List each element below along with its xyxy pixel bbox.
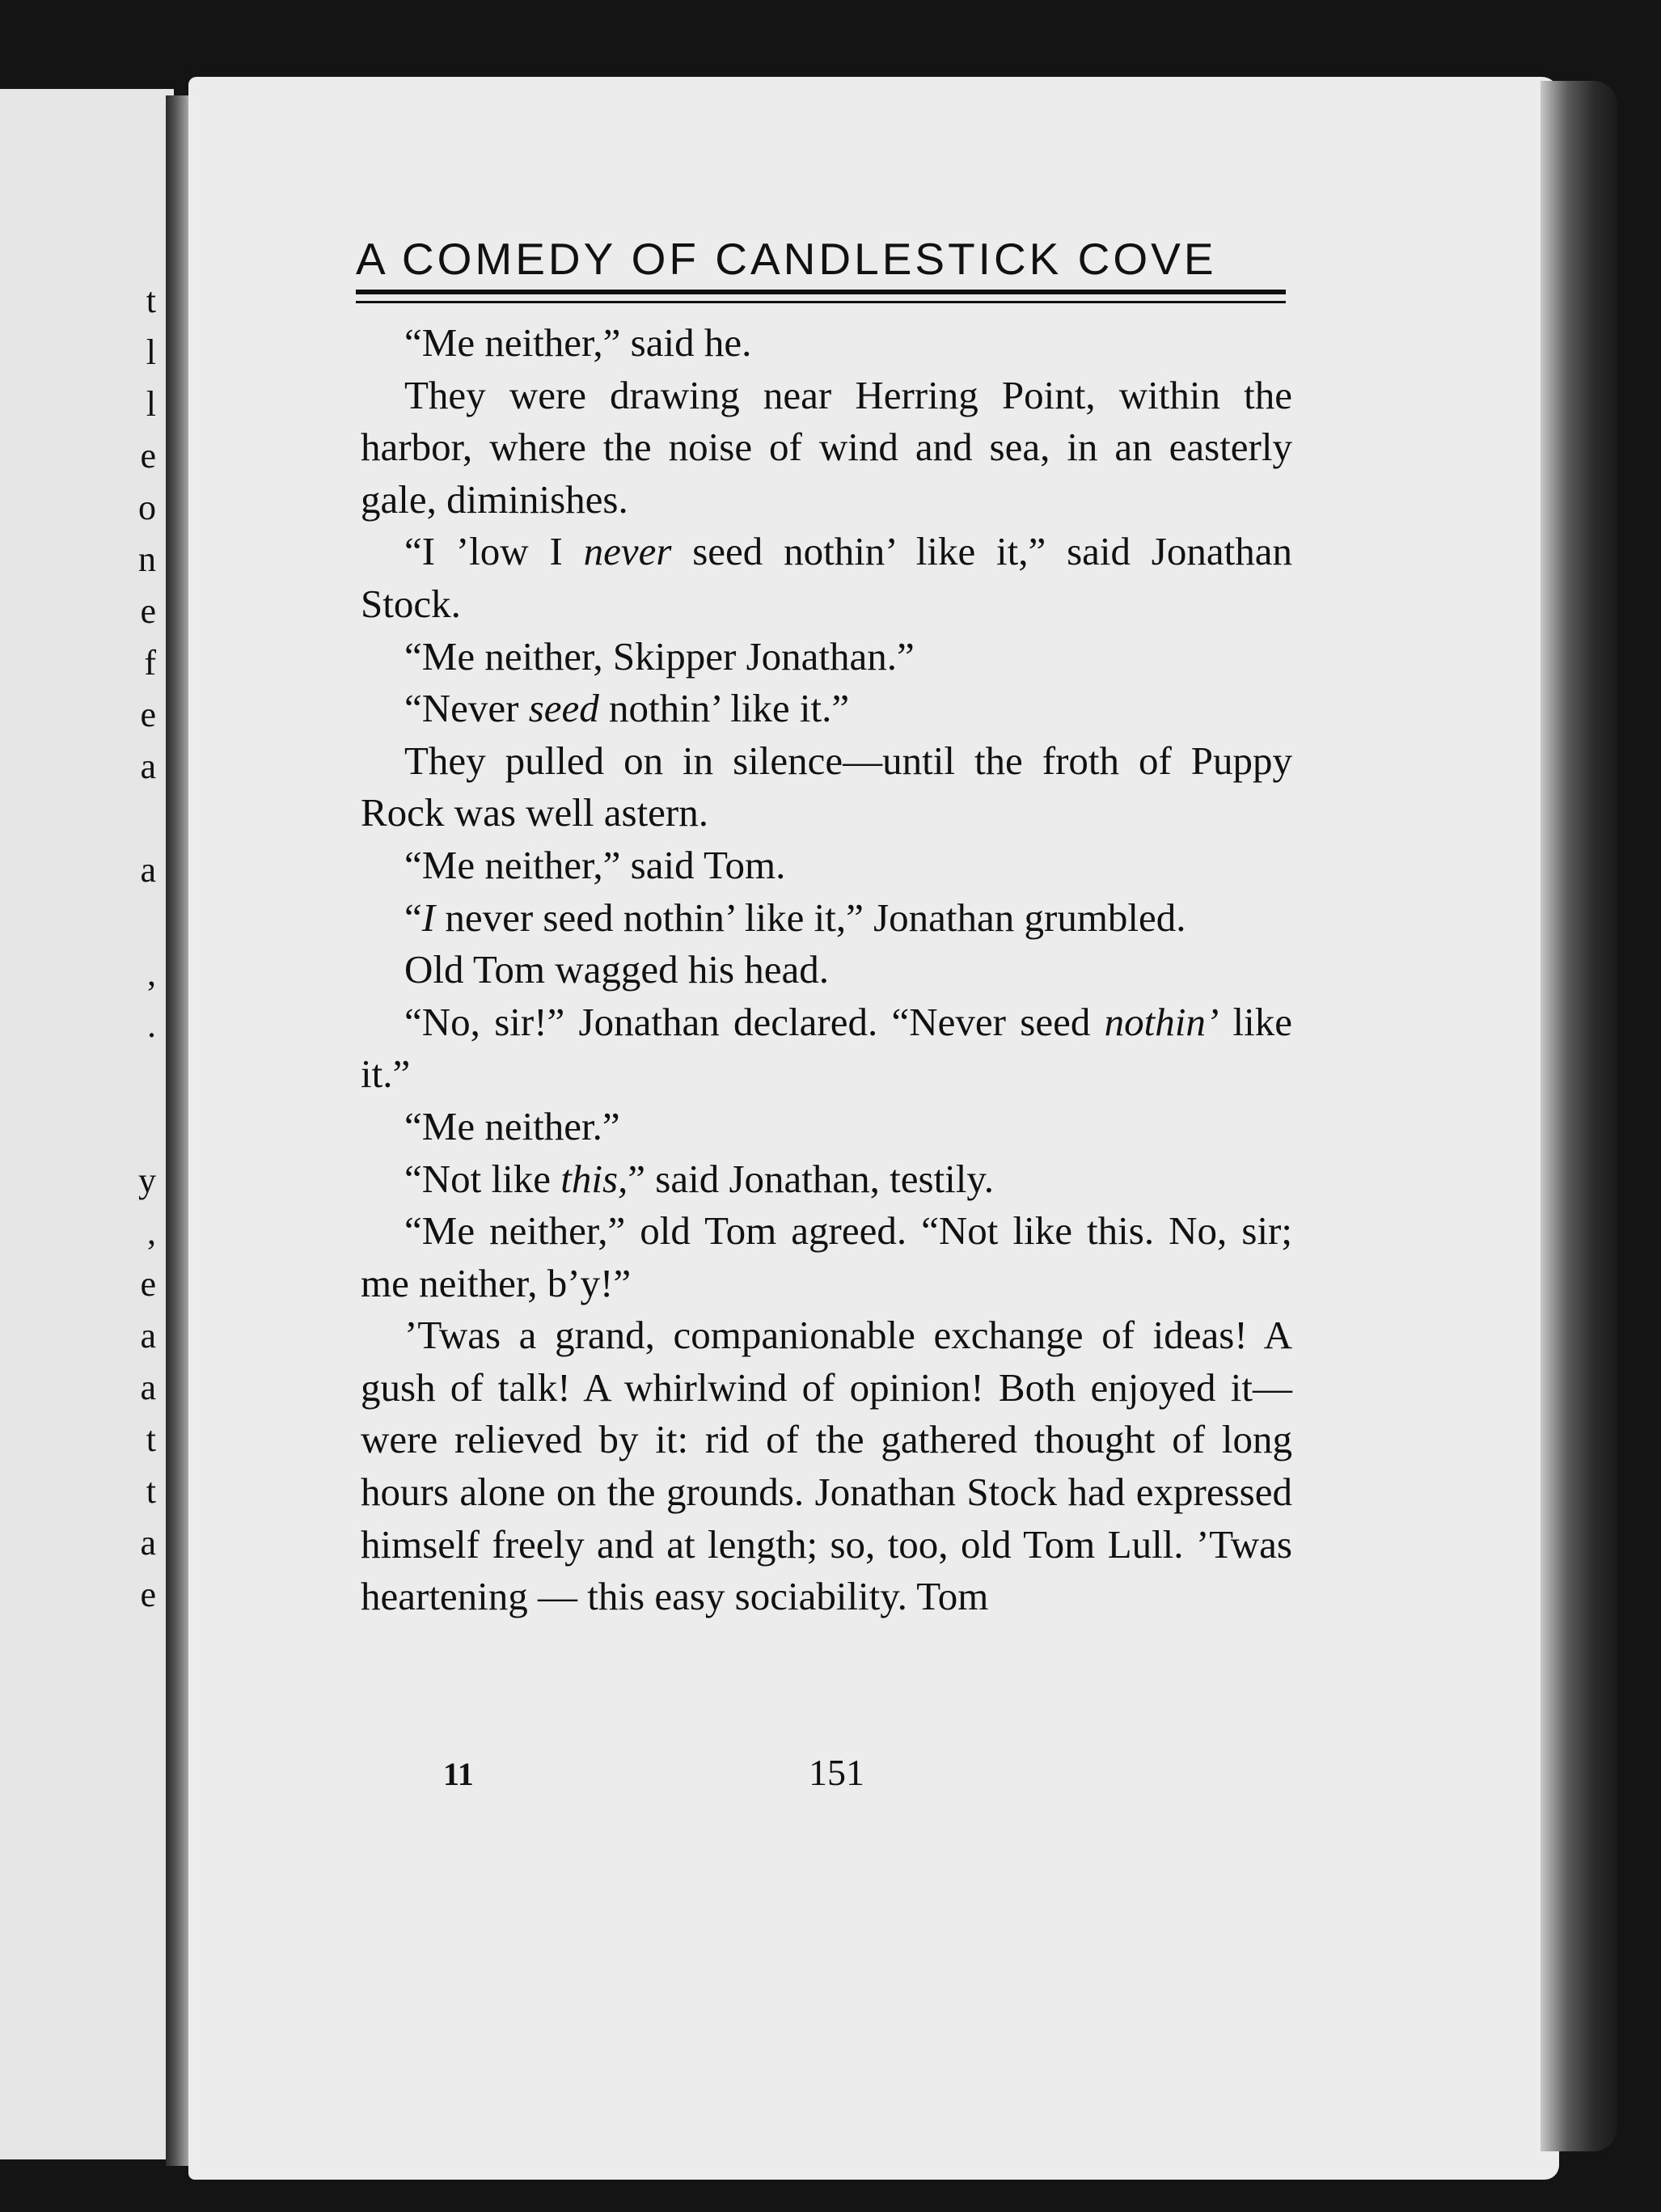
edge-letter xyxy=(132,1051,156,1103)
text-run: nothin’ like it.” xyxy=(598,686,850,731)
edge-letter: t xyxy=(146,1419,156,1459)
text-run: ’Twas a grand, companionable exchange of ideas! A gush of talk! A whirlwind of opinion! Both enjoyed it—were relieved by it: rid of the gathered thought of long hours alone on the grounds. Jonathan Stock had expressed himself freely and at length; so, too, old Tom Lull. ’Twas heartening — this easy sociability. Tom xyxy=(361,1313,1292,1619)
edge-letter: y xyxy=(138,1161,156,1200)
text-run: “Me neither,” said Tom. xyxy=(404,842,786,887)
edge-letter: f xyxy=(144,643,156,683)
paragraph xyxy=(361,996,1292,1101)
text-run: “Me neither,” old Tom agreed. “Not like this. No, sir; me neither, b’y!” xyxy=(361,1208,1292,1305)
edge-letter: e xyxy=(140,695,156,734)
text-run: “I ’low I xyxy=(404,529,584,574)
text-run: “Not like xyxy=(404,1156,561,1201)
text-run: “ xyxy=(404,895,422,940)
running-head: A COMEDY OF CANDLESTICK COVE xyxy=(356,234,1217,284)
italic-text: I xyxy=(421,895,436,940)
paragraph xyxy=(361,317,1292,370)
text-run: Old Tom wagged his head. xyxy=(404,947,830,992)
paragraph xyxy=(361,683,1292,735)
edge-letter: t xyxy=(146,281,156,320)
text-run: They were drawing near Herring Point, within the harbor, where the noise of wind and sea, in an easterly gale, diminishes. xyxy=(361,372,1292,522)
text-run: “No, sir!” Jonathan declared. “Never seed xyxy=(404,999,1105,1044)
edge-letter: o xyxy=(138,488,156,527)
edge-letter: l xyxy=(146,332,156,372)
italic-text: seed xyxy=(528,686,599,731)
text-run: never seed nothin’ like it,” Jonathan grumbled. xyxy=(435,895,1186,940)
edge-letter xyxy=(132,896,156,948)
edge-letter: , xyxy=(147,1212,156,1252)
paragraph xyxy=(361,631,1292,683)
edge-letter: l xyxy=(146,384,156,424)
left-page-edge-text xyxy=(132,275,156,1621)
edge-letter: e xyxy=(140,591,156,631)
text-run: They pulled on in silence—until the froth of Puppy Rock was well astern. xyxy=(361,738,1292,835)
italic-text: never xyxy=(583,529,672,574)
paragraph xyxy=(361,840,1292,892)
text-run: “Me neither, Skipper Jonathan.” xyxy=(404,633,915,679)
edge-letter xyxy=(132,1103,156,1155)
italic-text: nothin’ xyxy=(1104,999,1219,1044)
edge-letter: a xyxy=(140,1368,156,1407)
header-rule-thick xyxy=(356,290,1286,294)
paragraph xyxy=(361,735,1292,840)
paragraph xyxy=(361,1309,1292,1623)
edge-letter: e xyxy=(140,1575,156,1614)
edge-letter: a xyxy=(140,1316,156,1356)
paragraph xyxy=(361,944,1292,996)
text-run: seed nothin’ like it,” said Jonathan Stock. xyxy=(361,529,1292,626)
text-run: ” said Jonathan, testily. xyxy=(628,1156,994,1201)
signature-mark: 11 xyxy=(443,1756,474,1792)
paragraph xyxy=(361,1205,1292,1309)
paragraph xyxy=(361,892,1292,945)
text-run: like it.” xyxy=(361,999,1292,1097)
body-text xyxy=(361,317,1292,1623)
italic-text: this, xyxy=(560,1156,628,1201)
paragraph xyxy=(361,1101,1292,1153)
edge-letter: t xyxy=(146,1471,156,1511)
page-edge-shadow xyxy=(1541,81,1617,2151)
edge-letter: n xyxy=(138,539,156,579)
text-run: “Me neither.” xyxy=(404,1103,620,1148)
edge-letter: e xyxy=(140,436,156,476)
edge-letter: a xyxy=(140,746,156,786)
edge-letter: a xyxy=(140,1523,156,1563)
header-rule-thin xyxy=(356,301,1286,303)
paragraph xyxy=(361,370,1292,527)
edge-letter: e xyxy=(140,1264,156,1304)
paragraph xyxy=(361,1153,1292,1206)
page-number: 151 xyxy=(809,1752,864,1793)
edge-letter: . xyxy=(147,1005,156,1045)
edge-letter: , xyxy=(147,954,156,993)
left-page xyxy=(0,89,174,2159)
text-run: “Never xyxy=(404,686,529,731)
edge-letter: a xyxy=(140,850,156,890)
edge-letter xyxy=(132,793,156,844)
paragraph xyxy=(361,526,1292,630)
text-run: “Me neither,” said he. xyxy=(404,320,752,365)
